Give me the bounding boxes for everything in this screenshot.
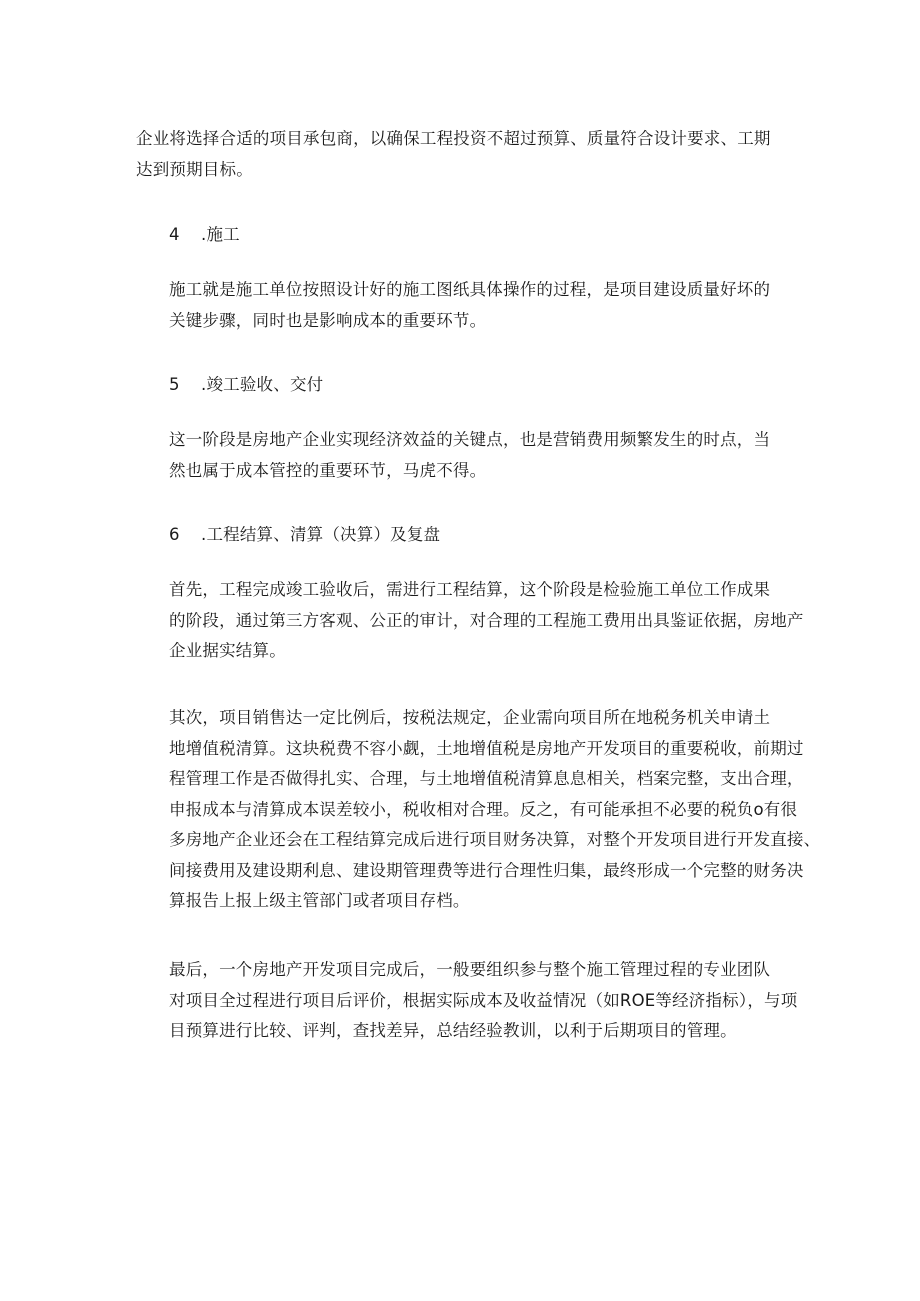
text-line: 间接费用及建设期利息、建设期管理费等进行合理性归集，最终形成一个完整的财务决 [169,860,804,880]
text-line: 企业据实结算。 [169,641,286,660]
text-line: 申报成本与清算成本误差较小，税收相对合理。反之，有可能承担不必要的税负o有很 [169,799,798,819]
section-title: .工程结算、清算（决算）及复盘 [201,525,441,544]
text-line: 的阶段，通过第三方客观、公正的审计，对合理的工程施工费用出具鉴证依据，房地产 [169,610,804,630]
text-line: 地增值税清算。这块税费不容小觑，土地增值税是房地产开发项目的重要税收，前期过 [169,738,804,758]
text-line: 其次，项目销售达一定比例后，按税法规定，企业需向项目所在地税务机关申请土 [169,708,771,727]
text-line: 关键步骤，同时也是影响成本的重要环节。 [169,310,487,330]
section-6-paragraph-1 [136,575,804,667]
text-line: 多房地产企业还会在工程结算完成后进行项目财务决算，对整个开发项目进行开发直接、 [169,830,821,849]
section-title: .竣工验收、交付 [201,375,324,394]
text-line: 企业将选择合适的项目承包商，以确保工程投资不超过预算、质量符合设计要求、工期 [136,129,771,148]
section-4-paragraph [136,275,788,336]
text-line: 对项目全过程进行项目后评价，根据实际成本及收益情况（如ROE等经济指标），与项 [169,990,798,1010]
text-line: 目预算进行比较、评判，查找差异，总结经验教训，以利于后期项目的管理。 [169,1021,737,1040]
text-line: 最后，一个房地产开发项目完成后，一般要组织参与整个施工管理过程的专业团队 [169,960,771,979]
text-line: 程管理工作是否做得扎实、合理，与土地增值税清算息息相关，档案完整，支出合理， [169,769,804,788]
section-6-paragraph-2 [136,703,821,917]
text-line: 算报告上报上级主管部门或者项目存档。 [169,891,470,910]
section-title: .施工 [201,225,240,244]
text-line: 施工就是施工单位按照设计好的施工图纸具体操作的过程，是项目建设质量好坏的 [169,280,771,299]
section-heading-4 [169,220,240,250]
section-5-paragraph [136,425,788,486]
section-6-paragraph-3 [136,955,798,1047]
section-number: 6 [169,525,180,544]
text-line: 首先，工程完成竣工验收后，需进行工程结算，这个阶段是检验施工单位工作成果 [169,580,771,599]
intro-paragraph [136,124,788,185]
section-heading-5 [169,370,323,400]
section-number: 5 [169,375,180,394]
section-number: 4 [169,225,180,244]
text-line: 然也属于成本管控的重要环节，马虎不得。 [169,460,487,480]
text-line: 达到预期目标。 [136,159,253,179]
section-heading-6 [169,520,440,550]
text-line: 这一阶段是房地产企业实现经济效益的关键点，也是营销费用频繁发生的时点，当 [169,430,771,449]
